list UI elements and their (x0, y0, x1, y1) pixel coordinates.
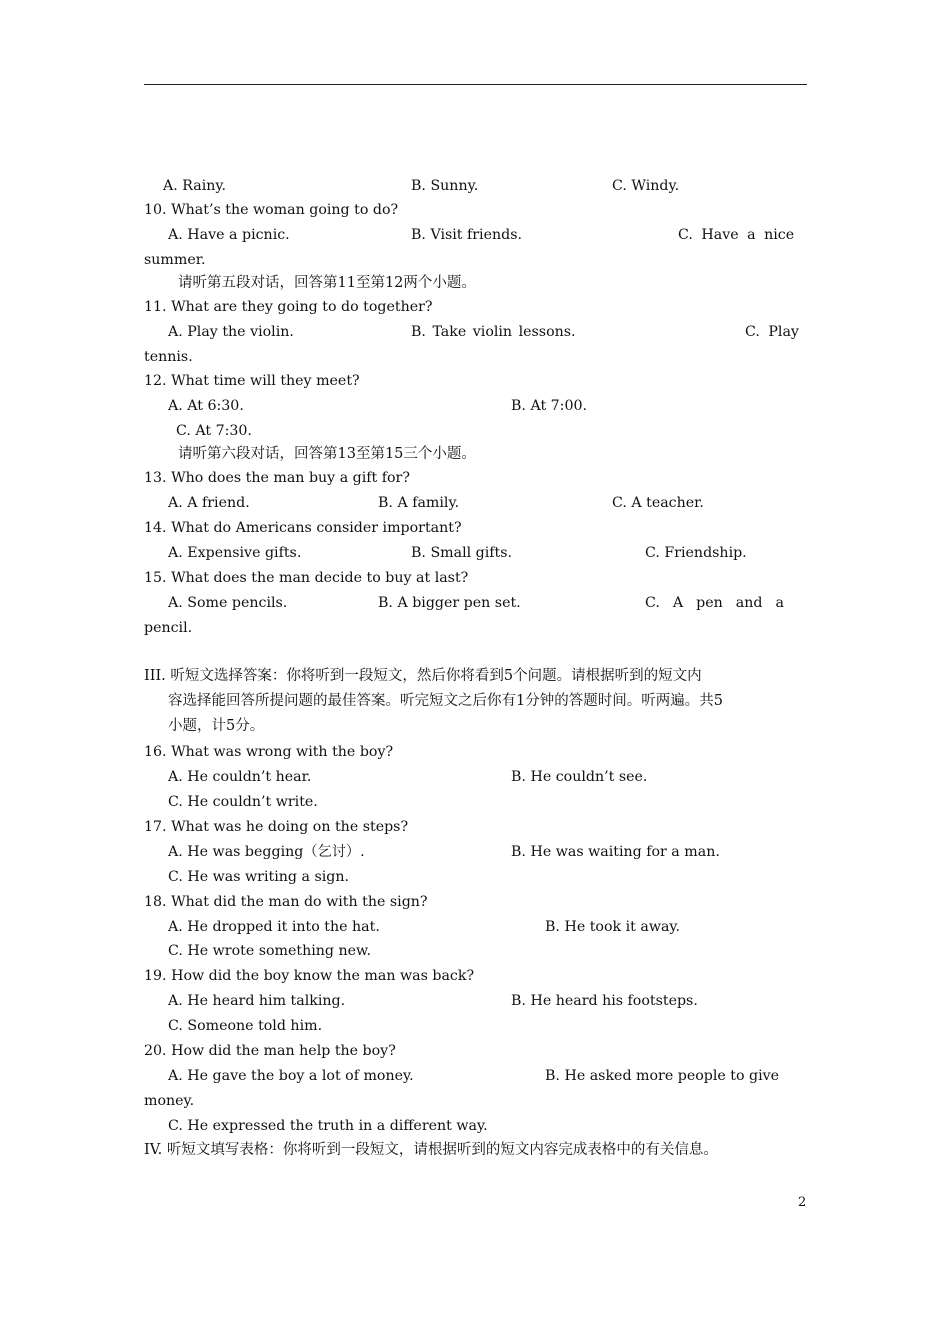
part3-instruction-line3: 小题，计5分。 (168, 718, 265, 734)
part3-instruction-line1: III. 听短文选择答案：你将听到一段短文，然后你将看到5个问题。请根据听到的短文内 (144, 668, 702, 684)
q15-option-b: B. A bigger pen set. (378, 595, 521, 611)
q13-stem: 13. Who does the man buy a gift for? (144, 470, 410, 486)
q16-option-a: A. He couldn’t hear. (168, 769, 312, 785)
q18-option-c: C. He wrote something new. (168, 943, 372, 959)
q11-stem: 11. What are they going to do together? (144, 299, 433, 315)
q10-option-a: A. Have a picnic. (168, 227, 290, 243)
q13-option-b: B. A family. (378, 495, 460, 511)
q11-option-c: C. Play (745, 324, 799, 340)
q10-option-c: C. Have a nice (678, 227, 795, 243)
q15-option-c: C. A pen and a (645, 595, 784, 611)
q11-option-a: A. Play the violin. (168, 324, 294, 340)
q17-option-c: C. He was writing a sign. (168, 869, 349, 885)
q15-option-a: A. Some pencils. (168, 595, 288, 611)
q9-option-b: B. Sunny. (411, 178, 479, 194)
q19-stem: 19. How did the boy know the man was back? (144, 968, 475, 984)
q12-option-a: A. At 6:30. (168, 398, 244, 414)
q9-option-c: C. Windy. (612, 178, 680, 194)
q12-option-c: C. At 7:30. (176, 423, 252, 439)
q10-option-c-cont: summer. (144, 252, 206, 268)
q10-stem: 10. What’s the woman going to do? (144, 202, 399, 218)
q19-option-b: B. He heard his footsteps. (511, 993, 698, 1009)
q17-option-b: B. He was waiting for a man. (511, 844, 720, 860)
q11-option-b: B. Take violin lessons. (411, 324, 576, 340)
q20-option-b-cont: money. (144, 1093, 195, 1109)
q18-stem: 18. What did the man do with the sign? (144, 894, 428, 910)
q19-option-c: C. Someone told him. (168, 1018, 323, 1034)
q15-option-c-cont: pencil. (144, 620, 193, 636)
q11-option-c-cont: tennis. (144, 349, 193, 365)
q13-option-a: A. A friend. (168, 495, 250, 511)
q10-option-b: B. Visit friends. (411, 227, 522, 243)
page-number: 2 (798, 1195, 807, 1210)
section6-instruction: 请听第六段对话，回答第13至第15三个小题。 (178, 446, 476, 462)
q16-option-c: C. He couldn’t write. (168, 794, 318, 810)
q20-stem: 20. How did the man help the boy? (144, 1043, 396, 1059)
section5-instruction: 请听第五段对话，回答第11至第12两个小题。 (178, 275, 476, 291)
q20-option-b: B. He asked more people to give (545, 1068, 780, 1084)
q18-option-b: B. He took it away. (545, 919, 681, 935)
q12-option-b: B. At 7:00. (511, 398, 588, 414)
q14-stem: 14. What do Americans consider important? (144, 520, 462, 536)
q13-option-c: C. A teacher. (612, 495, 704, 511)
q14-option-a: A. Expensive gifts. (168, 545, 302, 561)
q18-option-a: A. He dropped it into the hat. (168, 919, 380, 935)
q17-option-a: A. He was begging（乞讨）. (168, 844, 365, 860)
q14-option-b: B. Small gifts. (411, 545, 513, 561)
q20-option-c: C. He expressed the truth in a different way. (168, 1118, 488, 1134)
q12-stem: 12. What time will they meet? (144, 373, 360, 389)
header-rule (144, 84, 807, 85)
q9-option-a: A. Rainy. (163, 178, 227, 194)
q16-option-b: B. He couldn’t see. (511, 769, 648, 785)
q17-stem: 17. What was he doing on the steps? (144, 819, 409, 835)
part3-instruction-line2: 容选择能回答所提问题的最佳答案。听完短文之后你有1分钟的答题时间。听两遍。共5 (168, 693, 723, 709)
q20-option-a: A. He gave the boy a lot of money. (168, 1068, 414, 1084)
q14-option-c: C. Friendship. (645, 545, 747, 561)
q16-stem: 16. What was wrong with the boy? (144, 744, 394, 760)
q19-option-a: A. He heard him talking. (168, 993, 346, 1009)
q15-stem: 15. What does the man decide to buy at last? (144, 570, 469, 586)
part4-instruction: IV. 听短文填写表格：你将听到一段短文，请根据听到的短文内容完成表格中的有关信息。 (144, 1142, 718, 1158)
